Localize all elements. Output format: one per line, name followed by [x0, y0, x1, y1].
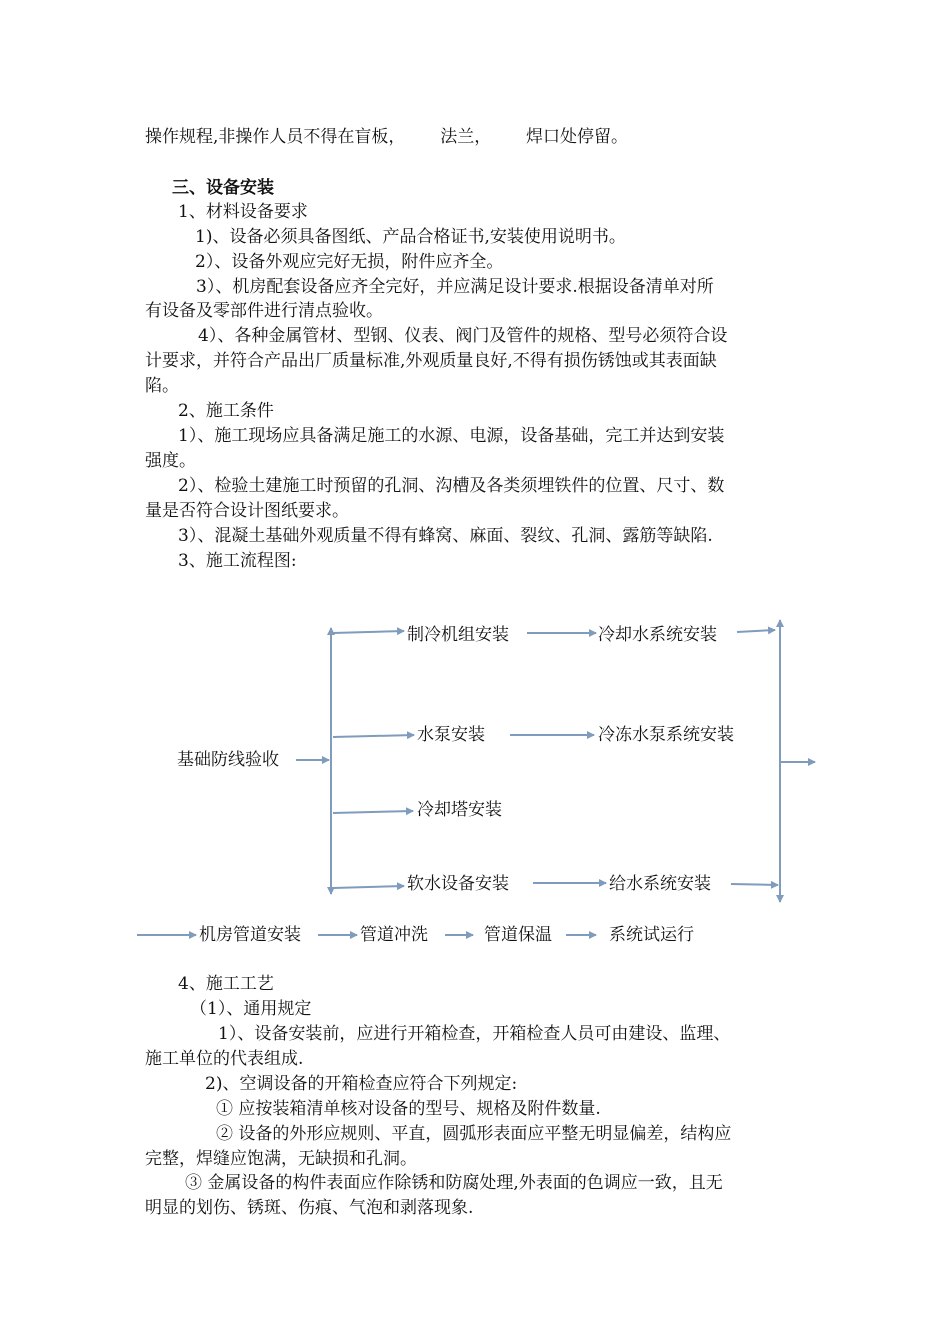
sub-heading-2: 2、施工条件 [178, 401, 274, 421]
sub-4-general: （1）、通用规定 [190, 999, 312, 1019]
flow-b2n: 冷冻水泵系统安装 [598, 725, 734, 745]
arrow-b1 [333, 631, 404, 633]
item-1-3a: 3）、机房配套设备应齐全完好，并应满足设计要求.根据设备清单对所 [196, 277, 714, 297]
item-2-3: 3）、混凝土基础外观质量不得有蜂窝、麻面、裂纹、孔洞、露筋等缺陷. [178, 526, 713, 546]
intro-text-3: 焊口处停留。 [526, 127, 629, 147]
section-title: 三、设备安装 [172, 178, 274, 198]
item-4-1b: 施工单位的代表组成. [145, 1049, 304, 1069]
item-4-c2b: 完整，焊缝应饱满，无缺损和孔洞。 [145, 1149, 417, 1169]
intro-text-2: 法兰， [440, 127, 492, 147]
flow-b1n: 冷却水系统安装 [598, 625, 717, 645]
flow-r3: 管道保温 [484, 925, 552, 945]
arrow-b4 [333, 886, 404, 888]
flow-r4: 系统试运行 [609, 925, 694, 945]
item-4-c2a: ② 设备的外形应规则、平直，圆弧形表面应平整无明显偏差，结构应 [216, 1124, 732, 1144]
item-4-c1: ① 应按装箱清单核对设备的型号、规格及附件数量. [216, 1099, 601, 1119]
flow-r1: 机房管道安装 [199, 925, 301, 945]
item-4-c3b: 明显的划伤、锈斑、伤痕、气泡和剥落现象. [145, 1198, 474, 1218]
item-1-1: 1)、设备必须具备图纸、产品合格证书,安装使用说明书。 [195, 227, 626, 247]
arrow-b1-end [737, 630, 775, 632]
flow-b4: 软水设备安装 [407, 874, 509, 894]
intro-text-1: 操作规程,非操作人员不得在盲板， [145, 127, 406, 147]
sub-heading-4: 4、施工工艺 [178, 974, 274, 994]
item-1-3b: 有设备及零部件进行清点验收。 [145, 301, 383, 321]
item-2-2a: 2）、检验土建施工时预留的孔洞、沟槽及各类须埋铁件的位置、尺寸、数 [178, 476, 725, 496]
item-4-1a: 1）、设备安装前，应进行开箱检查，开箱检查人员可由建设、监理、 [218, 1024, 731, 1044]
arrow-b4-end [731, 884, 778, 885]
flow-r2: 管道冲洗 [360, 925, 428, 945]
item-2-2b: 量是否符合设计图纸要求。 [145, 501, 349, 521]
item-4-c3a: ③ 金属设备的构件表面应作除锈和防腐处理,外表面的色调应一致，且无 [185, 1173, 723, 1193]
item-1-4b: 计要求，并符合产品出厂质量标准,外观质量良好,不得有损伤锈蚀或其表面缺 [145, 351, 717, 371]
item-2-1b: 强度。 [145, 451, 196, 471]
flow-b3: 冷却塔安装 [417, 800, 502, 820]
flow-b4n: 给水系统安装 [609, 874, 711, 894]
flow-b2: 水泵安装 [417, 725, 485, 745]
flow-b1: 制冷机组安装 [407, 625, 509, 645]
item-1-4c: 陷。 [145, 376, 179, 396]
item-1-4a: 4）、各种金属管材、型钢、仪表、阀门及管件的规格、型号必须符合设 [198, 326, 728, 346]
item-4-2: 2)、空调设备的开箱检查应符合下列规定: [205, 1074, 518, 1094]
sub-heading-3: 3、施工流程图: [178, 551, 297, 571]
item-1-2: 2）、设备外观应完好无损，附件应齐全。 [195, 252, 504, 272]
sub-heading-1: 1、材料设备要求 [178, 202, 308, 222]
arrow-b3 [333, 811, 413, 813]
arrow-b2 [333, 735, 414, 737]
item-2-1a: 1）、施工现场应具备满足施工的水源、电源，设备基础，完工并达到安装 [178, 426, 725, 446]
flow-start: 基础防线验收 [177, 750, 279, 770]
